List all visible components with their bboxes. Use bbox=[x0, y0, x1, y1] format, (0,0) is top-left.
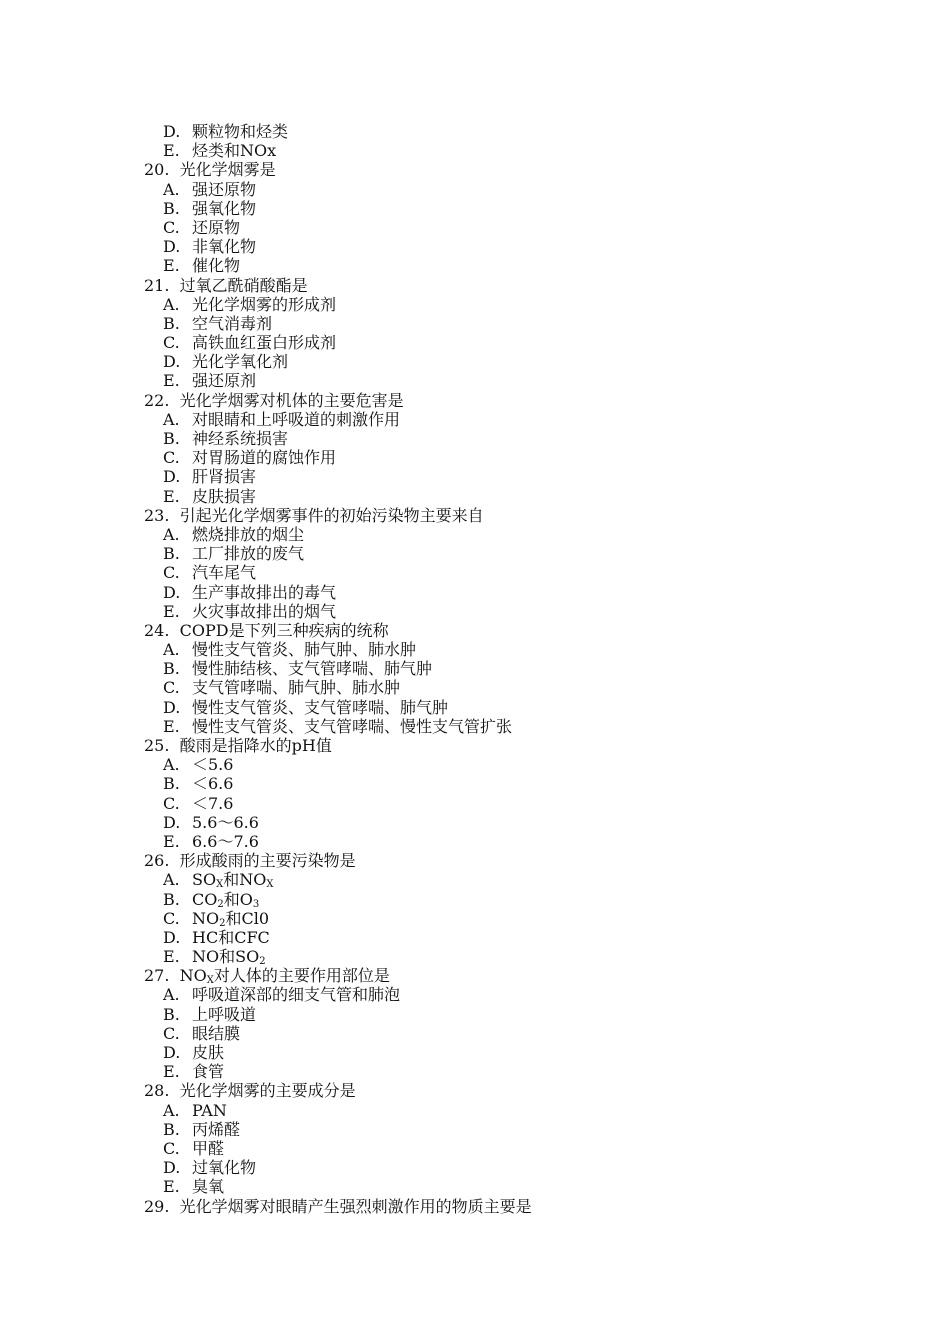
option-label: D. bbox=[163, 122, 181, 141]
formula-subscript: X bbox=[206, 975, 214, 987]
option-line bbox=[0, 870, 950, 889]
option-line bbox=[0, 371, 950, 390]
option-text: 高铁血红蛋白形成剂 bbox=[192, 333, 337, 353]
option-line bbox=[0, 295, 950, 314]
option-line bbox=[0, 1005, 950, 1024]
option-label: B. bbox=[163, 659, 180, 679]
option-text: 皮肤 bbox=[192, 1043, 225, 1062]
option-line bbox=[0, 1043, 950, 1062]
question-line bbox=[0, 621, 950, 640]
option-line bbox=[0, 1158, 950, 1177]
option-label: A. bbox=[163, 294, 180, 314]
option-text: 强还原剂 bbox=[192, 371, 257, 391]
option-text: 非氧化物 bbox=[192, 237, 257, 257]
formula-part: 和CFC bbox=[218, 927, 270, 947]
option-label: E. bbox=[163, 601, 180, 621]
option-label: C. bbox=[163, 217, 180, 237]
formula-subscript: X bbox=[216, 879, 224, 891]
option-line bbox=[0, 1120, 950, 1139]
option-line bbox=[0, 717, 950, 736]
question-text: 光化学烟雾对机体的主要危害是 bbox=[179, 390, 404, 410]
formula-part: 和SO bbox=[219, 947, 260, 967]
option-label: C. bbox=[163, 793, 180, 813]
option-label: D. bbox=[163, 237, 181, 257]
option-label: B. bbox=[163, 774, 180, 794]
question-line bbox=[0, 966, 950, 985]
option-label: E. bbox=[163, 256, 180, 276]
option-label: E. bbox=[163, 371, 180, 391]
question-text: 引起光化学烟雾事件的初始污染物主要来自 bbox=[179, 505, 484, 525]
option-label: A. bbox=[163, 985, 180, 1005]
question-text: 过氧乙酰硝酸酯是 bbox=[179, 275, 308, 295]
option-label: C. bbox=[163, 333, 180, 353]
option-text: 支气管哮喘、肺气肿、肺水肿 bbox=[192, 678, 401, 698]
option-line bbox=[0, 410, 950, 429]
formula-part: HC bbox=[192, 927, 219, 947]
option-line bbox=[0, 199, 950, 218]
question-number: 25. bbox=[144, 736, 170, 755]
formula-part: 和Cl0 bbox=[225, 908, 270, 928]
option-line bbox=[0, 352, 950, 371]
question-text: 光化学烟雾的主要成分是 bbox=[179, 1081, 356, 1101]
option-label: B. bbox=[163, 429, 180, 448]
option-label: B. bbox=[163, 544, 180, 564]
option-label: E. bbox=[163, 1062, 180, 1082]
question-number: 23. bbox=[144, 505, 170, 525]
question-line bbox=[0, 506, 950, 525]
question-number: 26. bbox=[144, 851, 170, 871]
option-line bbox=[0, 1177, 950, 1196]
option-label: D. bbox=[163, 582, 181, 602]
option-line bbox=[0, 525, 950, 544]
option-line bbox=[0, 755, 950, 774]
question-number: 21. bbox=[144, 275, 170, 295]
option-label: D. bbox=[163, 812, 181, 832]
option-line bbox=[0, 1101, 950, 1120]
option-label: B. bbox=[163, 313, 180, 333]
option-label: B. bbox=[163, 889, 180, 909]
option-text: 光化学氧化剂 bbox=[192, 352, 289, 372]
option-line bbox=[0, 563, 950, 582]
question-number: 22. bbox=[144, 390, 170, 410]
option-label: B. bbox=[163, 198, 180, 218]
formula-part: NO bbox=[192, 908, 220, 928]
option-text: 慢性支气管炎、肺气肿、肺水肿 bbox=[192, 640, 417, 660]
formula-subscript: 3 bbox=[252, 898, 260, 910]
question-text: 对人体的主要作用部位是 bbox=[213, 966, 390, 986]
question-number: 24. bbox=[144, 620, 170, 640]
option-line bbox=[0, 832, 950, 851]
option-line bbox=[0, 947, 950, 966]
formula-subscript: 2 bbox=[217, 898, 224, 910]
option-line bbox=[0, 909, 950, 928]
question-line bbox=[0, 851, 950, 870]
option-text: 食管 bbox=[192, 1062, 225, 1082]
option-line bbox=[0, 1062, 950, 1081]
option-line bbox=[0, 333, 950, 352]
option-text: 燃烧排放的烟尘 bbox=[192, 524, 305, 544]
option-line bbox=[0, 314, 950, 333]
question-line bbox=[0, 160, 950, 179]
option-line bbox=[0, 237, 950, 256]
option-text: 对眼睛和上呼吸道的刺激作用 bbox=[192, 409, 401, 429]
question-line bbox=[0, 276, 950, 295]
question-number: 27. bbox=[144, 966, 170, 986]
option-text: ＜6.6 bbox=[192, 774, 234, 794]
option-label: D. bbox=[163, 352, 181, 372]
question-line bbox=[0, 391, 950, 410]
formula-part: CO bbox=[192, 889, 218, 909]
question-line bbox=[0, 736, 950, 755]
formula-part: NO bbox=[179, 966, 207, 986]
question-line bbox=[0, 1197, 950, 1216]
option-label: D. bbox=[163, 1043, 181, 1062]
option-line bbox=[0, 678, 950, 697]
option-text: 光化学烟雾的形成剂 bbox=[192, 294, 337, 314]
option-line bbox=[0, 218, 950, 237]
option-line bbox=[0, 487, 950, 506]
formula-subscript: 2 bbox=[259, 956, 266, 968]
option-line bbox=[0, 928, 950, 947]
option-label: E. bbox=[163, 831, 180, 851]
option-text: 眼结膜 bbox=[192, 1023, 241, 1043]
option-text: 火灾事故排出的烟气 bbox=[192, 601, 337, 621]
option-label: E. bbox=[163, 141, 180, 161]
option-text: 上呼吸道 bbox=[192, 1004, 257, 1024]
option-line bbox=[0, 794, 950, 813]
option-line bbox=[0, 890, 950, 909]
option-label: C. bbox=[163, 908, 180, 928]
option-label: A. bbox=[163, 179, 180, 199]
option-label: B. bbox=[163, 1004, 180, 1024]
option-label: D. bbox=[163, 697, 181, 717]
option-label: A. bbox=[163, 640, 180, 660]
option-label: E. bbox=[163, 716, 180, 736]
option-line bbox=[0, 448, 950, 467]
option-line bbox=[0, 602, 950, 621]
option-label: D. bbox=[163, 467, 181, 487]
option-line bbox=[0, 544, 950, 563]
option-text: 汽车尾气 bbox=[192, 563, 257, 583]
formula-part: 和NO bbox=[223, 870, 267, 890]
option-label: A. bbox=[163, 755, 180, 775]
option-text: ＜5.6 bbox=[192, 755, 234, 775]
option-line bbox=[0, 774, 950, 793]
option-line bbox=[0, 1139, 950, 1158]
option-text: 5.6～6.6 bbox=[192, 812, 259, 832]
formula-part: SO bbox=[192, 870, 217, 890]
option-text: 还原物 bbox=[192, 217, 241, 237]
option-line bbox=[0, 813, 950, 832]
option-label: C. bbox=[163, 1023, 180, 1043]
option-text: 慢性支气管炎、支气管哮喘、肺气肿 bbox=[192, 697, 449, 717]
question-number: 20. bbox=[144, 160, 170, 180]
option-label: E. bbox=[163, 947, 180, 967]
option-text: 生产事故排出的毒气 bbox=[192, 582, 337, 602]
option-text: 呼吸道深部的细支气管和肺泡 bbox=[192, 985, 401, 1005]
formula-subscript: X bbox=[266, 879, 274, 891]
option-line bbox=[0, 1024, 950, 1043]
formula-part: 和O bbox=[223, 889, 253, 909]
option-text: 空气消毒剂 bbox=[192, 313, 273, 333]
option-text: 6.6～7.6 bbox=[192, 831, 259, 851]
option-line bbox=[0, 698, 950, 717]
option-line bbox=[0, 985, 950, 1004]
option-text: 工厂排放的废气 bbox=[192, 544, 305, 564]
option-text: 慢性支气管炎、支气管哮喘、慢性支气管扩张 bbox=[192, 716, 513, 736]
option-text: 颗粒物和烃类 bbox=[192, 122, 289, 141]
option-label: A. bbox=[163, 524, 180, 544]
option-text: 丙烯醛 bbox=[192, 1119, 241, 1139]
option-text: 甲醛 bbox=[192, 1138, 225, 1158]
option-text: 强还原物 bbox=[192, 179, 257, 199]
option-text: 对胃肠道的腐蚀作用 bbox=[192, 448, 337, 468]
option-label: D. bbox=[163, 927, 181, 947]
option-label: A. bbox=[163, 870, 180, 890]
option-text: 过氧化物 bbox=[192, 1158, 257, 1178]
option-label: A. bbox=[163, 409, 180, 429]
option-line bbox=[0, 256, 950, 275]
option-line bbox=[0, 429, 950, 448]
formula-part: NO bbox=[192, 947, 220, 967]
option-line bbox=[0, 122, 950, 141]
formula-subscript: 2 bbox=[219, 917, 226, 929]
option-line bbox=[0, 141, 950, 160]
option-line bbox=[0, 467, 950, 486]
option-label: E. bbox=[163, 1177, 180, 1197]
option-line bbox=[0, 640, 950, 659]
question-number: 28. bbox=[144, 1081, 170, 1101]
question-number: 29. bbox=[144, 1196, 170, 1216]
option-line bbox=[0, 583, 950, 602]
option-text: 强氧化物 bbox=[192, 198, 257, 218]
question-text: 光化学烟雾是 bbox=[179, 160, 276, 180]
option-text: 臭氧 bbox=[192, 1177, 225, 1197]
option-line bbox=[0, 180, 950, 199]
option-text: 皮肤损害 bbox=[192, 486, 257, 506]
option-text: 神经系统损害 bbox=[192, 429, 289, 448]
option-label: C. bbox=[163, 1138, 180, 1158]
option-label: C. bbox=[163, 563, 180, 583]
option-text: 催化物 bbox=[192, 256, 241, 276]
option-label: E. bbox=[163, 486, 180, 506]
option-text: 肝肾损害 bbox=[192, 467, 257, 487]
option-text: 慢性肺结核、支气管哮喘、肺气肿 bbox=[192, 659, 433, 679]
question-text: 光化学烟雾对眼睛产生强烈刺激作用的物质主要是 bbox=[179, 1196, 532, 1216]
option-text: PAN bbox=[192, 1100, 227, 1120]
question-line bbox=[0, 1081, 950, 1100]
option-label: C. bbox=[163, 448, 180, 468]
option-label: D. bbox=[163, 1158, 181, 1178]
option-text: ＜7.6 bbox=[192, 793, 234, 813]
question-text: 酸雨是指降水的pH值 bbox=[179, 736, 332, 755]
question-text: COPD是下列三种疾病的统称 bbox=[179, 620, 389, 640]
document-page bbox=[0, 122, 950, 1216]
option-label: C. bbox=[163, 678, 180, 698]
option-text: 烃类和NOx bbox=[192, 141, 277, 161]
option-label: B. bbox=[163, 1119, 180, 1139]
option-line bbox=[0, 659, 950, 678]
option-label: A. bbox=[163, 1100, 180, 1120]
question-text: 形成酸雨的主要污染物是 bbox=[179, 851, 356, 871]
